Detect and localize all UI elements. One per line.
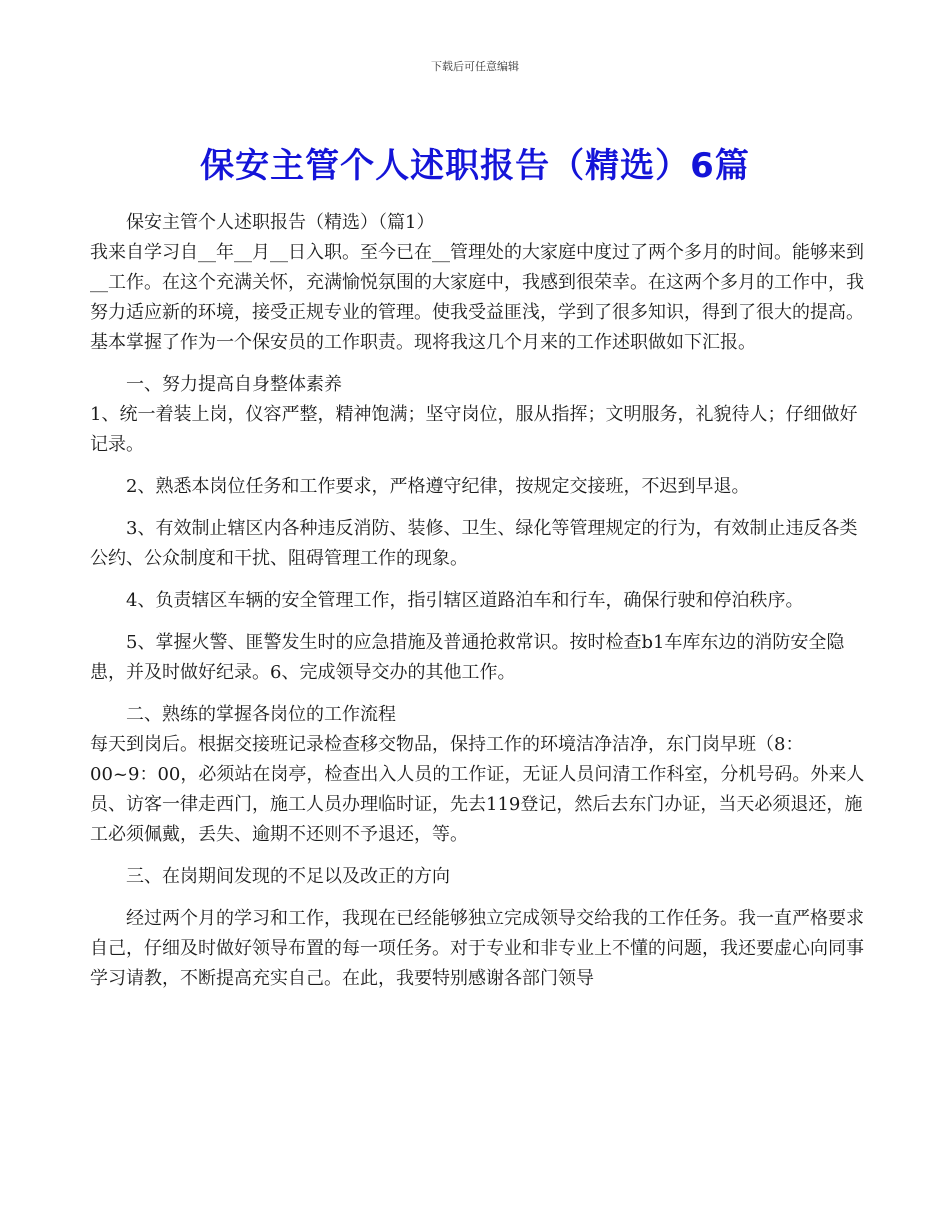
section-heading-1: 保安主管个人述职报告（精选）（篇1） — [126, 212, 435, 233]
document-title: 保安主管个人述职报告（精选）6篇 — [200, 146, 750, 186]
document-body — [90, 208, 865, 994]
list-item-3: 3、有效制止辖区内各种违反消防、装修、卫生、绿化等管理规定的行为，有效制止违反各类公约、公众制度和干扰、阻碍管理工作的现象。 — [90, 518, 858, 569]
section-heading-2: 一、努力提高自身整体素养 — [126, 374, 342, 395]
section-heading-4: 三、在岗期间发现的不足以及改正的方向 — [126, 866, 450, 887]
list-item-4: 4、负责辖区车辆的安全管理工作，指引辖区道路泊车和行车，确保行驶和停泊秩序。 — [126, 590, 804, 611]
list-item-2: 2、熟悉本岗位任务和工作要求，严格遵守纪律，按规定交接班，不迟到早退。 — [126, 476, 750, 497]
paragraph-workflow: 每天到岗后。根据交接班记录检查移交物品，保持工作的环境洁净洁净，东门岗早班（8：00~9：00，必须站在岗亭，检查出入人员的工作证，无证人员问清工作科室，分机号码。外来人员、访客一律走西门，施工人员办理临时证，先去119登记，然后去东门办证，当天必须退还，施工必须佩戴，丢失、逾期不还则不予退还，等。 — [90, 734, 865, 845]
list-item-5: 5、掌握火警、匪警发生时的应急措施及普通抢救常识。按时检查b1车库东边的消防安全隐患，并及时做好纪录。6、完成领导交办的其他工作。 — [90, 632, 845, 683]
section-heading-3: 二、熟练的掌握各岗位的工作流程 — [126, 704, 396, 725]
header-watermark: 下载后可任意编辑 — [431, 60, 519, 73]
paragraph-intro: 我来自学习自__年__月__日入职。至今已在__管理处的大家庭中度过了两个多月的时间。能够来到__工作。在这个充满关怀，充满愉悦氛围的大家庭中，我感到很荣幸。在这两个多月的工作中，我努力适应新的环境，接受正规专业的管理。使我受益匪浅，学到了很多知识，得到了很大的提高。基本掌握了作为一个保安员的工作职责。现将我这几个月来的工作述职做如下汇报。 — [90, 242, 864, 353]
list-item-1: 1、统一着装上岗，仪容严整，精神饱满；坚守岗位，服从指挥；文明服务，礼貌待人；仔细做好记录。 — [90, 404, 858, 455]
paragraph-conclusion: 经过两个月的学习和工作，我现在已经能够独立完成领导交给我的工作任务。我一直严格要求自己，仔细及时做好领导布置的每一项任务。对于专业和非专业上不懂的问题，我还要虚心向同事学习请教，不断提高充实自己。在此，我要特别感谢各部门领导 — [90, 908, 864, 989]
